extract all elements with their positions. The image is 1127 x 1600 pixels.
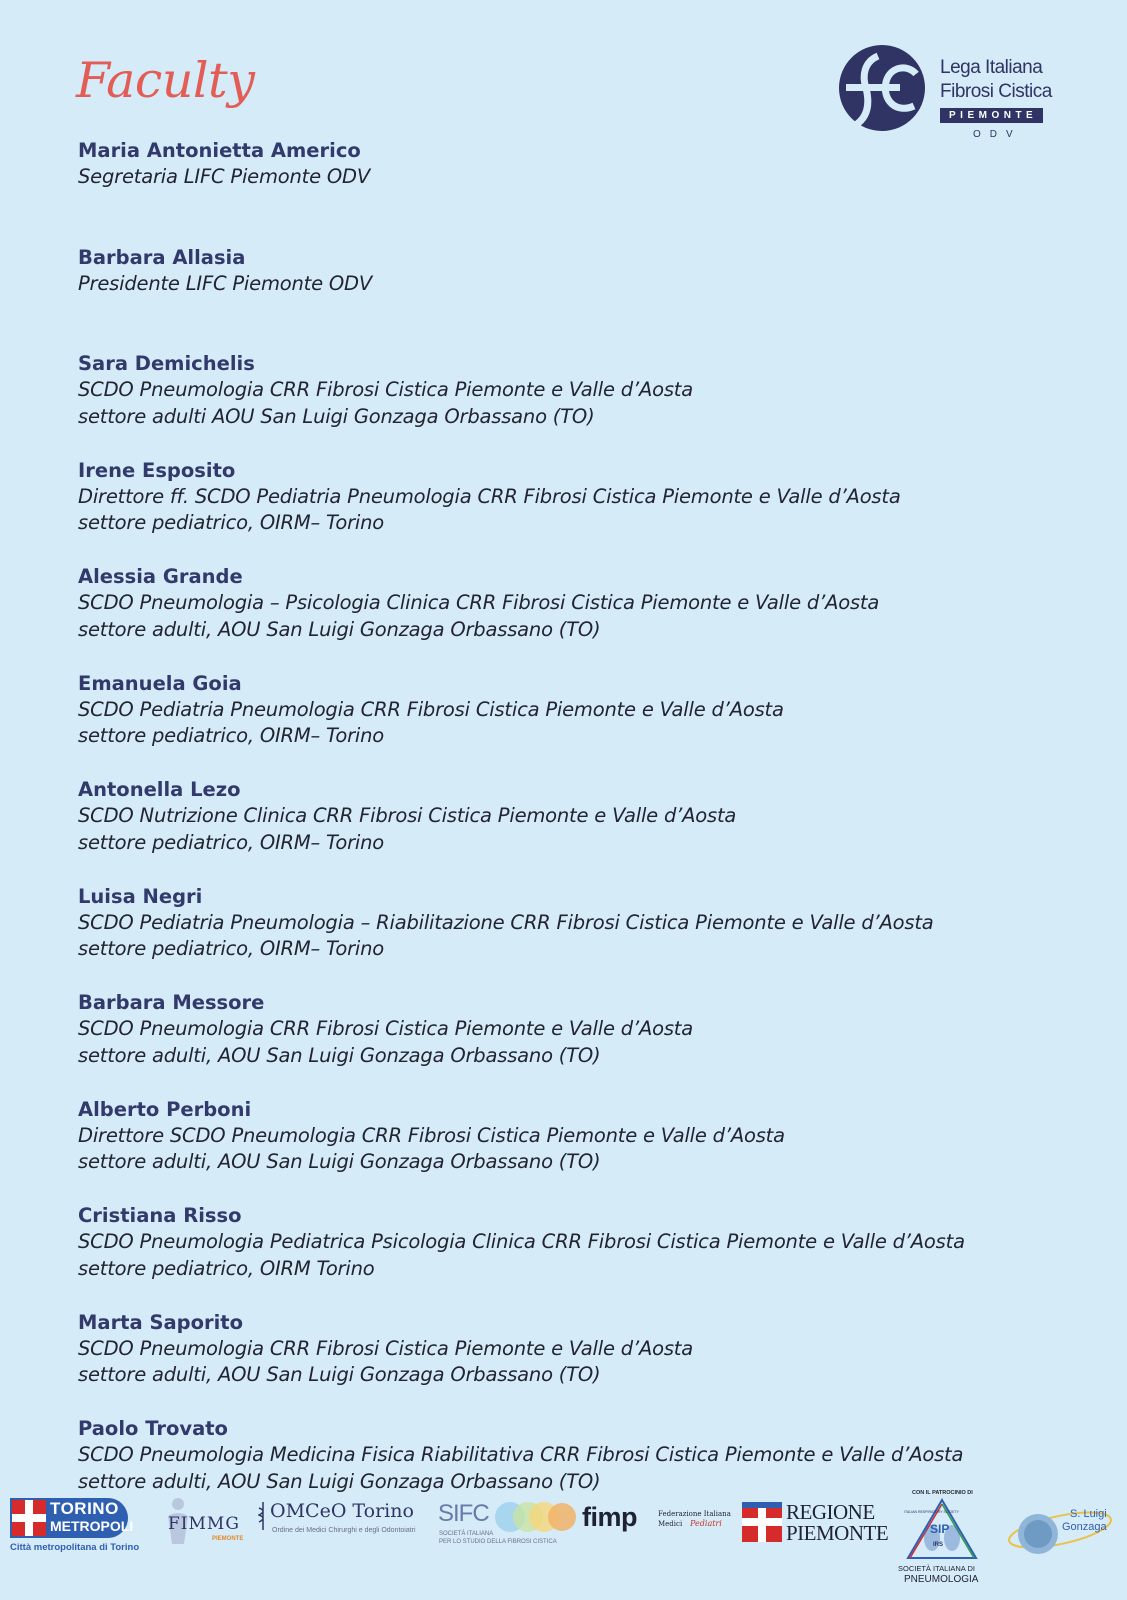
faculty-member — [78, 1097, 1058, 1204]
sluigi-line2: Gonzaga — [1062, 1521, 1107, 1533]
member-role: Direttore ff. SCDO Pediatria Pneumologia CRR Fibrosi Cistica Piemonte e Valle d’Aosta — [78, 484, 901, 508]
sip-badge: SIP — [930, 1522, 950, 1536]
fimmg-logo — [160, 1496, 248, 1556]
omceo-sub: Ordine dei Medici Chirurghi e degli Odontoiatri — [272, 1527, 416, 1534]
member-role: SCDO Pneumologia CRR Fibrosi Cistica Piemonte e Valle d’Aosta — [78, 378, 693, 401]
faculty-member — [78, 777, 1058, 884]
member-affiliation: settore adulti, AOU San Luigi Gonzaga Orbassano (TO) — [78, 1469, 601, 1493]
sifc-text: SIFC — [438, 1500, 489, 1527]
regione-line2: PIEMONTE — [786, 1521, 889, 1545]
member-name: Maria Antonietta Americo — [78, 139, 361, 162]
member-affiliation: settore adulti AOU San Luigi Gonzaga Orbassano (TO) — [78, 404, 595, 428]
piemonte-flag-icon — [742, 1502, 782, 1542]
sip-patronage-label: CON IL PATROCINIO DI — [912, 1490, 973, 1496]
torino-cross-icon — [12, 1500, 46, 1536]
member-name: Sara Demichelis — [78, 352, 255, 375]
faculty-list — [78, 138, 1058, 1523]
lifc-odv-label: ODV — [973, 129, 1022, 140]
member-affiliation: settore pediatrico, OIRM– Torino — [78, 511, 385, 534]
faculty-member — [78, 1310, 1058, 1417]
member-affiliation: settore pediatrico, OIRM– Torino — [78, 724, 385, 747]
member-name: Alberto Perboni — [78, 1097, 252, 1121]
page-title: Faculty — [76, 52, 255, 109]
member-name: Emanuela Goia — [78, 671, 242, 695]
sluigi-gonzaga-logo — [1004, 1500, 1122, 1560]
lifc-name-line1: Lega Italiana — [940, 57, 1043, 78]
member-role: Segretaria LIFC Piemonte ODV — [78, 165, 370, 188]
faculty-member — [78, 1203, 1058, 1310]
sifc-sub2: PER LO STUDIO DELLA FIBROSI CISTICA — [439, 1539, 557, 1545]
omceo-logo — [258, 1500, 428, 1550]
sifc-circles-icon — [492, 1500, 578, 1534]
member-affiliation: settore adulti, AOU San Luigi Gonzaga Orbassano (TO) — [78, 1150, 601, 1173]
member-role: SCDO Pneumologia – Psicologia Clinica CRR Fibrosi Cistica Piemonte e Valle d’Aosta — [78, 591, 880, 614]
faculty-member — [78, 245, 1058, 352]
member-role: Presidente LIFC Piemonte ODV — [78, 271, 372, 295]
faculty-member — [78, 990, 1058, 1097]
fimmg-text: FIMMG — [168, 1514, 240, 1534]
member-affiliation: settore adulti, AOU San Luigi Gonzaga Orbassano (TO) — [78, 617, 601, 641]
faculty-member — [78, 351, 1058, 458]
fimp-logo — [582, 1502, 732, 1542]
faculty-member — [78, 884, 1058, 991]
member-role: SCDO Nutrizione Clinica CRR Fibrosi Cistica Piemonte e Valle d’Aosta — [78, 804, 737, 827]
fimp-sub2: Medici — [658, 1520, 683, 1528]
lifc-region-badge: PIEMONTE — [940, 108, 1043, 123]
torino-line1: TORINO — [50, 1499, 119, 1518]
sip-line1: SOCIETÀ ITALIANA DI — [898, 1564, 975, 1573]
sifc-logo — [438, 1500, 578, 1552]
faculty-member — [78, 564, 1058, 671]
member-name: Barbara Allasia — [78, 245, 246, 269]
member-name: Irene Esposito — [78, 458, 236, 482]
faculty-member — [78, 138, 1058, 245]
member-name: Barbara Messore — [78, 991, 265, 1014]
lifc-logo-icon — [838, 44, 926, 132]
fimmg-sub: PIEMONTE — [212, 1536, 244, 1542]
fimp-sub1: Federazione Italiana — [658, 1510, 731, 1518]
member-name: Luisa Negri — [78, 884, 203, 908]
sip-irs-label: IRS — [933, 1542, 944, 1548]
regione-piemonte-logo — [742, 1500, 892, 1550]
member-affiliation: settore adulti, AOU San Luigi Gonzaga Orbassano (TO) — [78, 1363, 601, 1386]
member-role: Direttore SCDO Pneumologia CRR Fibrosi Cistica Piemonte e Valle d’Aosta — [78, 1123, 785, 1147]
torino-caption: Città metropolitana di Torino — [10, 1542, 140, 1553]
member-affiliation: settore adulti, AOU San Luigi Gonzaga Orbassano (TO) — [78, 1043, 601, 1067]
member-affiliation: settore pediatrico, OIRM– Torino — [78, 937, 385, 960]
member-affiliation: settore pediatrico, OIRM Torino — [78, 1256, 375, 1280]
member-role: SCDO Pneumologia Medicina Fisica Riabilitativa CRR Fibrosi Cistica Piemonte e Valle d’Aosta — [78, 1443, 964, 1466]
member-name: Cristiana Risso — [78, 1204, 242, 1227]
member-affiliation: settore pediatrico, OIRM– Torino — [78, 830, 385, 854]
member-role: SCDO Pneumologia CRR Fibrosi Cistica Piemonte e Valle d’Aosta — [78, 1017, 693, 1040]
sifc-sub1: SOCIETÀ ITALIANA — [439, 1531, 494, 1537]
fimp-text: fimp — [582, 1502, 637, 1532]
faculty-member — [78, 671, 1058, 778]
sluigi-line1: S. Luigi — [1070, 1508, 1107, 1520]
regione-line1: REGIONE — [786, 1500, 875, 1524]
lifc-name-line2: Fibrosi Cistica — [940, 81, 1052, 102]
footer-logos — [0, 1490, 1127, 1600]
sip-ring-label: ITALIAN RESPIRATORY SOCIETY — [904, 1510, 959, 1514]
member-role: SCDO Pediatria Pneumologia CRR Fibrosi Cistica Piemonte e Valle d’Aosta — [78, 697, 784, 721]
torino-line2: METROPOLI — [50, 1518, 134, 1534]
omceo-text: OMCeO Torino — [270, 1500, 414, 1522]
member-name: Antonella Lezo — [78, 778, 241, 801]
sip-logo — [900, 1490, 1000, 1600]
omceo-staff-icon — [258, 1502, 268, 1530]
member-role: SCDO Pediatria Pneumologia – Riabilitazione CRR Fibrosi Cistica Piemonte e Valle d’Aosta — [78, 910, 934, 934]
member-name: Alessia Grande — [78, 565, 243, 588]
torino-metropoli-logo — [10, 1498, 140, 1564]
member-name: Paolo Trovato — [78, 1417, 228, 1440]
member-role: SCDO Pneumologia CRR Fibrosi Cistica Piemonte e Valle d’Aosta — [78, 1336, 693, 1360]
member-name: Marta Saporito — [78, 1310, 244, 1334]
fimp-sub3: Pediatri — [690, 1519, 722, 1528]
faculty-member — [78, 458, 1058, 565]
member-role: SCDO Pneumologia Pediatrica Psicologia Clinica CRR Fibrosi Cistica Piemonte e Valle d’Aosta — [78, 1230, 965, 1253]
sip-line2: PNEUMOLOGIA — [904, 1574, 979, 1585]
